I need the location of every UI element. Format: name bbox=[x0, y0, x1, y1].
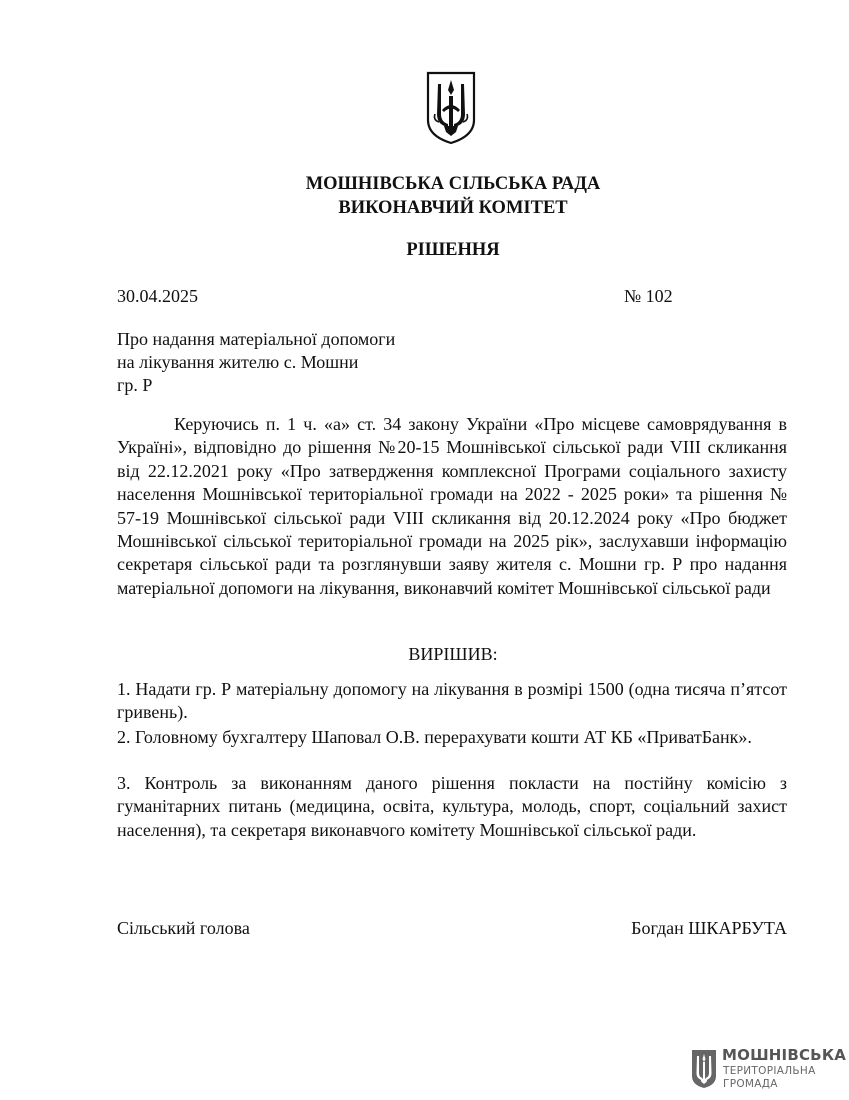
decision-item: 3. Контроль за виконанням даного рішення покласти на постійну комісію з гуманітарних питань (медицина, освіта, культура, молодь, спорт, соціальний захист населення), та секретаря виконавчого комітету Мошнівської сільської ради. bbox=[117, 773, 787, 840]
trident-logo-icon bbox=[690, 1048, 718, 1090]
logo-line-1: МОШНІВСЬКА bbox=[722, 1046, 847, 1064]
signatory-position: Сільський голова bbox=[117, 918, 250, 938]
committee-name: ВИКОНАВЧИЙ КОМІТЕТ bbox=[338, 198, 568, 218]
subject-line: гр. Р bbox=[117, 375, 153, 395]
organization-name: МОШНІВСЬКА СІЛЬСЬКА РАДА bbox=[305, 174, 601, 194]
logo-line-3: ГРОМАДА bbox=[723, 1078, 778, 1090]
decision-item: 2. Головному бухгалтеру Шаповал О.В. перерахувати кошти АТ КБ «ПриватБанк». bbox=[117, 727, 752, 747]
decision-number: № 102 bbox=[624, 286, 673, 306]
community-logo bbox=[690, 1046, 847, 1094]
logo-line-2: ТЕРИТОРІАЛЬНА bbox=[723, 1065, 816, 1077]
coat-of-arms-icon bbox=[425, 70, 477, 146]
decision-item: 1. Надати гр. Р матеріальну допомогу на лікування в розмірі 1500 (одна тисяча п’ятсот гривень). bbox=[117, 679, 787, 723]
preamble-paragraph: Керуючись п. 1 ч. «а» ст. 34 закону України «Про місцеве самоврядування в Україні», відповідно до рішення №20-15 Мошнівської сільської ради VIII скликання від 22.12.2021 року «Про затвердження комплексної Програми соціального захисту населення Мошнівської територіальної громади на 2022 - 2025 роки» та рішення № 57-19 Мошнівської сільської ради VIII скликання від 20.12.2024 року «Про бюджет Мошнівської сільської територіальної громади на 2025 рік», заслухавши інформацію секретаря сільської ради та розглянувши заяву жителя с. Мошни гр. Р про надання матеріальної допомоги на лікування, виконавчий комітет Мошнівської сільської ради bbox=[117, 414, 787, 598]
signatory-name: Богдан ШКАРБУТА bbox=[631, 918, 787, 938]
decided-label: ВИРІШИВ: bbox=[408, 644, 498, 664]
subject-line: на лікування жителю с. Мошни bbox=[117, 352, 359, 372]
decision-date: 30.04.2025 bbox=[117, 286, 198, 306]
subject-line: Про надання матеріальної допомоги bbox=[117, 329, 396, 349]
decision-subject bbox=[117, 328, 395, 397]
document-type: РІШЕННЯ bbox=[406, 240, 500, 260]
